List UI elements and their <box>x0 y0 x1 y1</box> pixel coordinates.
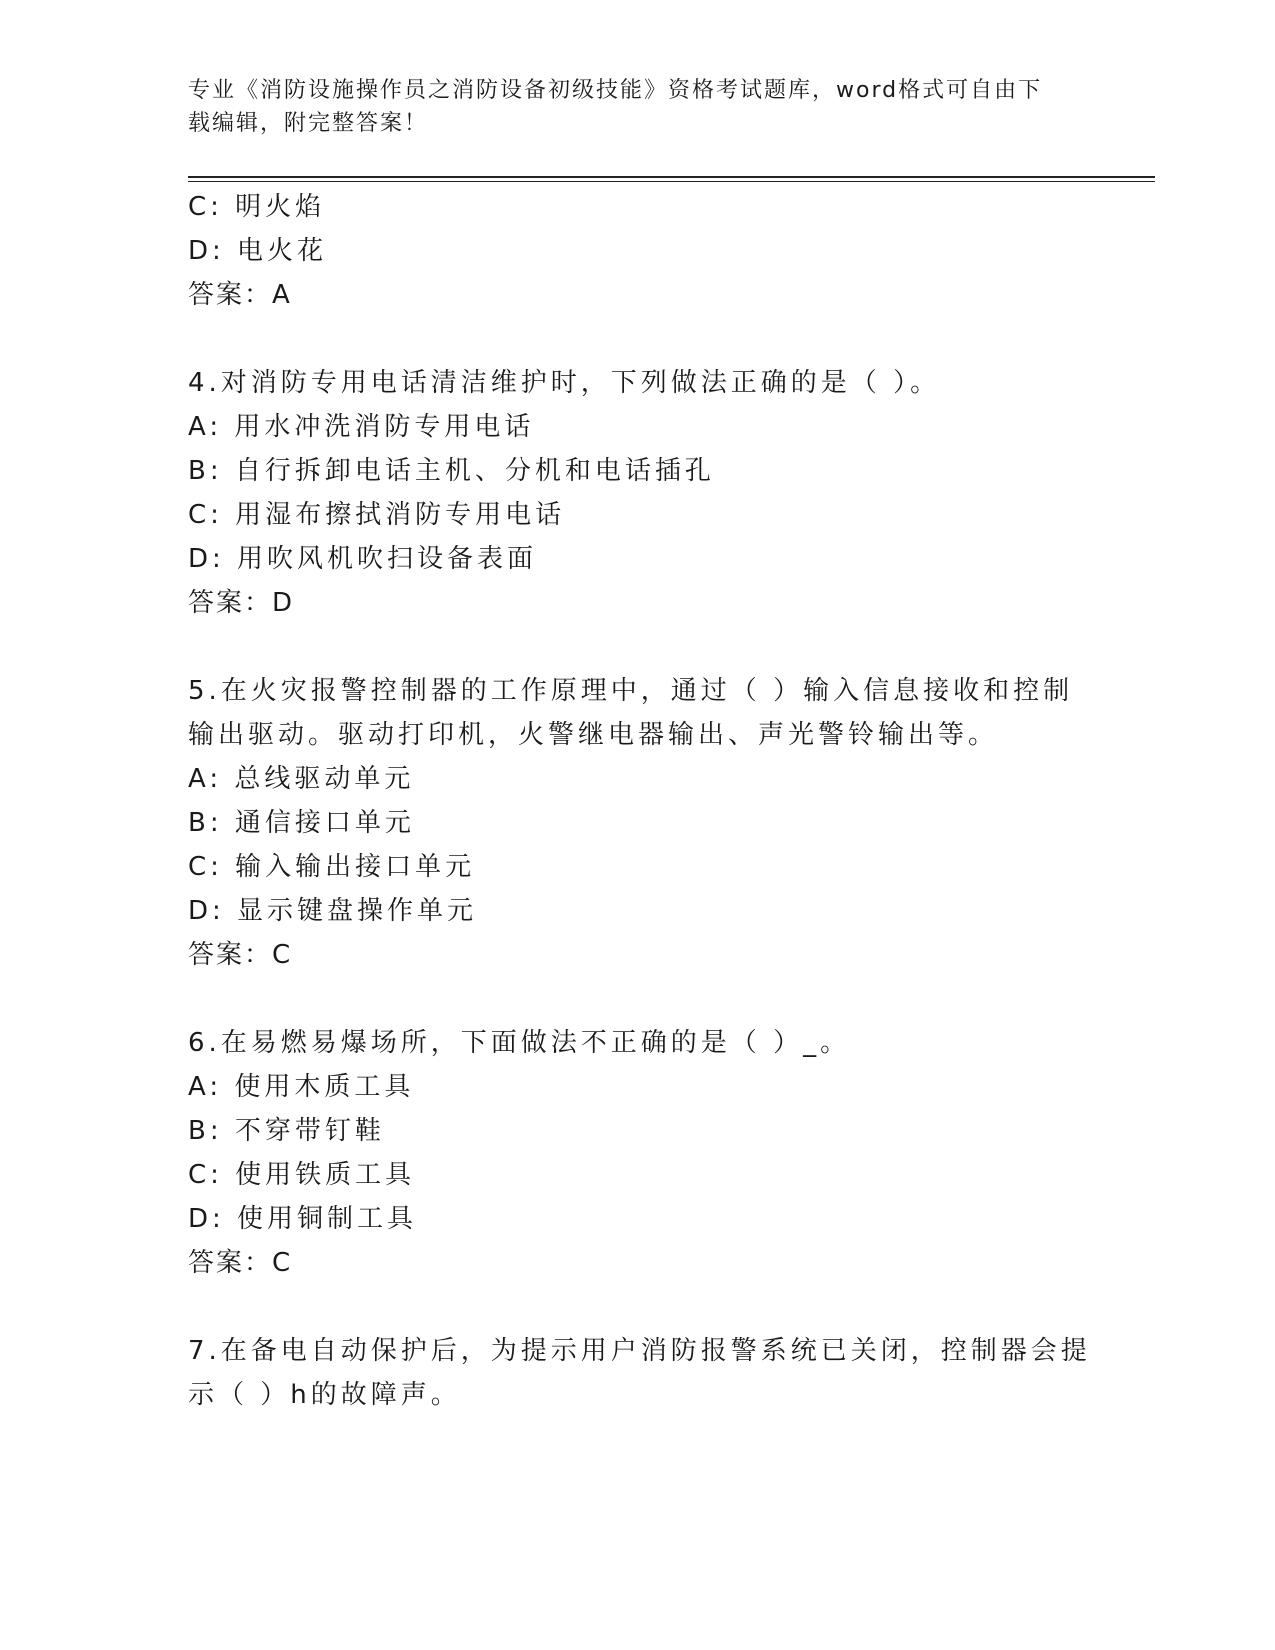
q5-option-a: A: 总线驱动单元 <box>188 764 415 794</box>
q6-option-d: D: 使用铜制工具 <box>188 1204 418 1234</box>
document-header <box>188 74 1068 140</box>
q6-stem: 6.在易燃易爆场所，下面做法不正确的是（ ）_。 <box>188 1028 851 1058</box>
prev-option-d: D: 电火花 <box>188 236 328 266</box>
q4-option-c: C: 用湿布擦拭消防专用电话 <box>188 500 566 530</box>
q6-option-a: A: 使用木质工具 <box>188 1072 415 1102</box>
q6-option-b: B: 不穿带钉鞋 <box>188 1116 385 1146</box>
q5-answer: 答案：C <box>188 940 293 970</box>
header-line-2: 载编辑，附完整答案！ <box>188 111 429 136</box>
q4-option-b: B: 自行拆卸电话主机、分机和电话插孔 <box>188 456 715 486</box>
q4-stem: 4.对消防专用电话清洁维护时，下列做法正确的是（ ）。 <box>188 368 941 398</box>
prev-answer: 答案：A <box>188 280 292 310</box>
q5-stem-line-1: 5.在火灾报警控制器的工作原理中，通过（ ）输入信息接收和控制 <box>188 676 1074 706</box>
header-rule-thin <box>188 181 1155 182</box>
prev-option-c: C: 明火焰 <box>188 192 326 222</box>
header-line-1: 专业《消防设施操作员之消防设备初级技能》资格考试题库，word格式可自由下 <box>188 78 1043 103</box>
q6-option-c: C: 使用铁质工具 <box>188 1160 416 1190</box>
q5-option-b: B: 通信接口单元 <box>188 808 415 838</box>
header-rule-thick <box>188 176 1155 178</box>
q4-answer: 答案：D <box>188 588 295 618</box>
q5-stem-line-2: 输出驱动。驱动打印机，火警继电器输出、声光警铃输出等。 <box>188 720 999 750</box>
q7-stem-line-2: 示（ ）h的故障声。 <box>188 1380 461 1410</box>
q7-stem-line-1: 7.在备电自动保护后，为提示用户消防报警系统已关闭，控制器会提 <box>188 1336 1091 1366</box>
q4-option-a: A: 用水冲洗消防专用电话 <box>188 412 535 442</box>
q6-answer: 答案：C <box>188 1248 293 1278</box>
q4-option-d: D: 用吹风机吹扫设备表面 <box>188 544 538 574</box>
q5-option-c: C: 输入输出接口单元 <box>188 852 476 882</box>
q5-option-d: D: 显示键盘操作单元 <box>188 896 478 926</box>
